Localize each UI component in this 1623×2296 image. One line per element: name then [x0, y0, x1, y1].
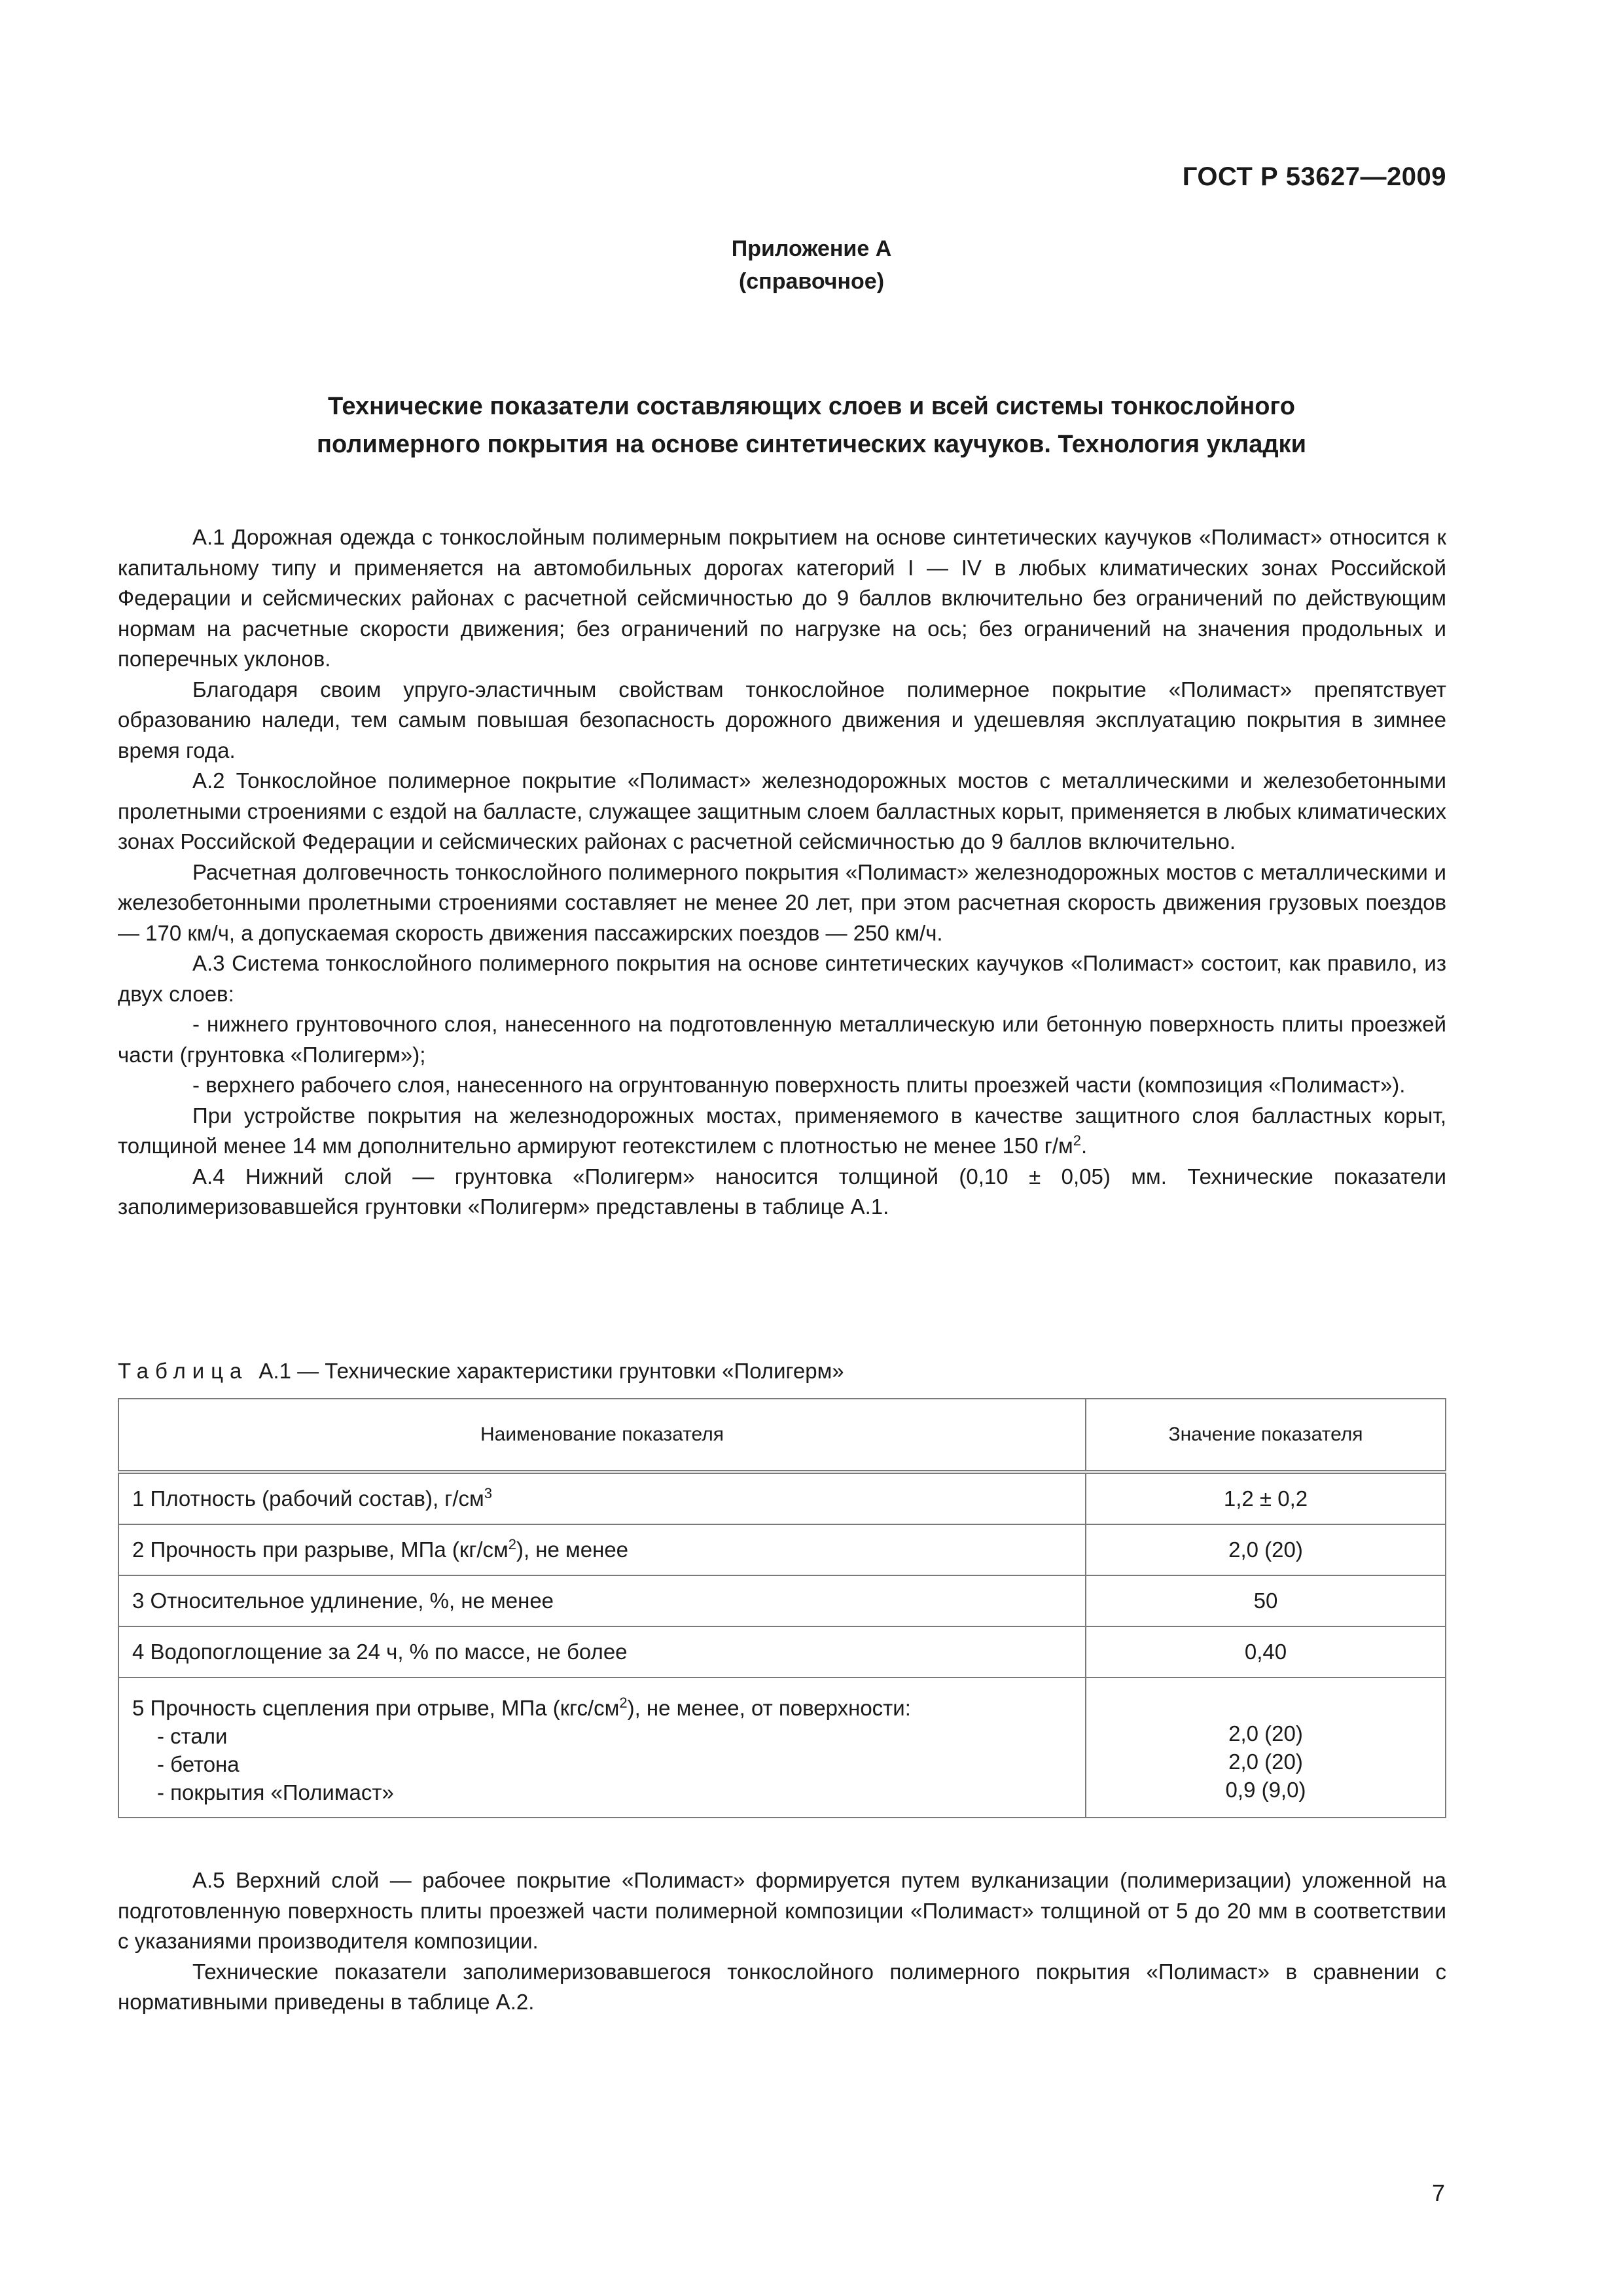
- row-value: 1,2 ± 0,2: [1086, 1472, 1446, 1524]
- row-name: 4 Водопоглощение за 24 ч, % по массе, не более: [118, 1626, 1086, 1677]
- table-row: [118, 1677, 1446, 1818]
- row-value-lines: [1099, 1692, 1432, 1804]
- value-polymast: 0,9 (9,0): [1225, 1777, 1306, 1802]
- paragraph-a3: А.3 Система тонкослойного полимерного покрытия на основе синтетических каучуков «Полимаст» состоит, как правило, из двух слоев:: [118, 951, 1446, 1006]
- row-name: [118, 1524, 1086, 1575]
- annex-title: [0, 387, 1623, 463]
- row-name-lines: [132, 1689, 1072, 1806]
- row-name-text: 1 Плотность (рабочий состав), г/см: [132, 1486, 484, 1511]
- row-name-main: [132, 1694, 1072, 1722]
- header-indicator-name: Наименование показателя: [118, 1399, 1086, 1472]
- row-name-text: 5 Прочность сцепления при отрыве, МПа (кгс/см: [132, 1696, 620, 1720]
- header-indicator-value: Значение показателя: [1086, 1399, 1446, 1472]
- row-name-tail: ), не менее: [516, 1537, 629, 1562]
- row-value: 2,0 (20): [1086, 1524, 1446, 1575]
- row-value: [1086, 1677, 1446, 1818]
- table-header-row: [118, 1399, 1446, 1472]
- value-concrete: 2,0 (20): [1228, 1749, 1303, 1774]
- table-row: [118, 1626, 1446, 1677]
- table-caption-word: Таблица: [118, 1359, 249, 1383]
- row-name: [118, 1472, 1086, 1524]
- body-text-upper: [118, 522, 1446, 1223]
- list-item-primer-layer: - нижнего грунтовочного слоя, нанесенного на подготовленную металлическую или бетонную поверхность плиты проезжей части (грунтовка «Полигерм»);: [118, 1012, 1446, 1067]
- table-row: [118, 1472, 1446, 1524]
- body-text-lower: [118, 1865, 1446, 2018]
- list-item-working-layer: - верхнего рабочего слоя, нанесенного на огрунтованную поверхность плиты проезжей части (композиция «Полимаст»).: [192, 1073, 1406, 1097]
- superscript: 3: [484, 1485, 492, 1501]
- table-row: [118, 1524, 1446, 1575]
- paragraph-a3-continued-end: .: [1080, 1134, 1088, 1158]
- document-number: ГОСТ Р 53627—2009: [1182, 162, 1446, 191]
- paragraph-a1: А.1 Дорожная одежда с тонкослойным полимерным покрытием на основе синтетических каучуков «Полимаст» относится к капитальному типу и применяется на автомобильных дорогах категорий I — IV в любых климатических зонах Российской Федерации и сейсмических районах с расчетной сейсмичностью до 9 баллов включительно без ограничений по действующим нормам на расчетные скорости движения; без ограничений по нагрузке на ось; без ограничений на значения продольных и поперечных уклонов.: [118, 525, 1446, 671]
- annex-heading: [0, 232, 1623, 298]
- row-name-tail: ), не менее, от поверхности:: [627, 1696, 911, 1720]
- paragraph-a5: А.5 Верхний слой — рабочее покрытие «Полимаст» формируется путем вулканизации (полимеризации) уложенной на подготовленную поверхность плиты проезжей части полимерной композиции «Полимаст» толщиной от 5 до 20 мм в соответствии с указаниями производителя композиции.: [118, 1868, 1446, 1953]
- row-name: 3 Относительное удлинение, %, не менее: [118, 1575, 1086, 1626]
- table-row: [118, 1575, 1446, 1626]
- superscript: 2: [619, 1695, 628, 1711]
- annex-title-line-2: полимерного покрытия на основе синтетических каучуков. Технология укладки: [317, 431, 1306, 458]
- paragraph-a3-continued-text: При устройстве покрытия на железнодорожных мостах, применяемого в качестве защитного слоя балластных корыт, толщиной менее 14 мм дополнительно армируют геотекстилем с плотностью не менее 150 г/м: [118, 1103, 1446, 1158]
- table-caption-text: А.1 — Технические характеристики грунтовки «Полигерм»: [259, 1359, 844, 1383]
- annex-title-line-1: Технические показатели составляющих слоев и всей системы тонкослойного: [328, 393, 1295, 420]
- paragraph-a1-continued: Благодаря своим упруго-эластичным свойствам тонкослойное полимерное покрытие «Полимаст» препятствует образованию наледи, тем самым повышая безопасность дорожного движения и удешевляя эксплуатацию покрытия в зимнее время года.: [118, 677, 1446, 762]
- row-name-text: 2 Прочность при разрыве, МПа (кг/см: [132, 1537, 508, 1562]
- sub-item-concrete: - бетона: [157, 1752, 240, 1776]
- table-a1: [118, 1398, 1446, 1818]
- value-steel: 2,0 (20): [1228, 1721, 1303, 1746]
- paragraph-a2: А.2 Тонкослойное полимерное покрытие «Полимаст» железнодорожных мостов с металлическими и железобетонными пролетными строениями с ездой на балласте, служащее защитным слоем балластных корыт, применяется в любых климатических зонах Российской Федерации и сейсмических районах с расчетной сейсмичностью до 9 баллов включительно.: [118, 768, 1446, 853]
- sub-item-steel: - стали: [157, 1724, 228, 1748]
- paragraph-a3-continued: [118, 1101, 1446, 1162]
- annex-label: Приложение А: [731, 236, 892, 261]
- row-value: 50: [1086, 1575, 1446, 1626]
- paragraph-a2-continued: Расчетная долговечность тонкослойного полимерного покрытия «Полимаст» железнодорожных мостов с металлическими и железобетонными пролетными строениями составляет не менее 20 лет, при этом расчетная скорость движения грузовых поездов — 170 км/ч, а допускаемая скорость движения пассажирских поездов — 250 км/ч.: [118, 859, 1446, 945]
- row-name: [118, 1677, 1086, 1818]
- paragraph-a5-continued: Технические показатели заполимеризовавшегося тонкослойного полимерного покрытия «Полимаст» в сравнении с нормативными приведены в таблице А.2.: [118, 1959, 1446, 2014]
- row-value: 0,40: [1086, 1626, 1446, 1677]
- paragraph-a4: А.4 Нижний слой — грунтовка «Полигерм» наносится толщиной (0,10 ± 0,05) мм. Технические показатели заполимеризовавшейся грунтовки «Полигерм» представлены в таблице А.1.: [118, 1164, 1446, 1219]
- sub-item-polymast: - покрытия «Полимаст»: [157, 1780, 394, 1804]
- annex-type: (справочное): [738, 269, 885, 294]
- page-number: 7: [1431, 2179, 1445, 2206]
- superscript: 2: [508, 1536, 516, 1552]
- table-caption: [118, 1356, 844, 1386]
- superscript: 2: [1073, 1132, 1081, 1149]
